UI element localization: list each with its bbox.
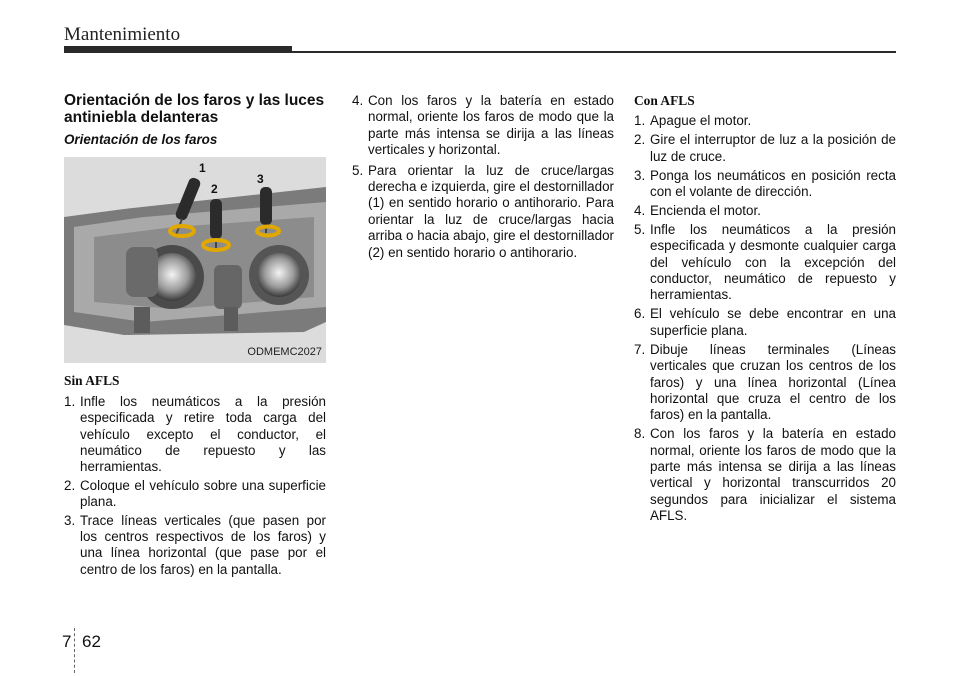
figure-label-1: 1 bbox=[199, 161, 206, 176]
figure-label-3: 3 bbox=[257, 172, 264, 187]
sin-afls-steps bbox=[64, 394, 326, 578]
headlamp-figure bbox=[64, 157, 326, 363]
con-afls-title: Con AFLS bbox=[634, 93, 695, 108]
list-item: 7. Dibuje líneas terminales (Líneas verticales que cruzan los centros de los faros) y una línea horizontal (Línea horizontal que cruza el centro de los faros) en la pantalla. bbox=[634, 341, 896, 423]
list-item: 8. Con los faros y la batería en estado normal, oriente los faros de modo que la parte más intensa se dirija a las líneas vertical y horizontal transcurridos 20 segundos para inicializar el sistema AFLS. bbox=[634, 426, 896, 524]
figure-label-2: 2 bbox=[211, 182, 218, 197]
list-item: 4. Encienda el motor. bbox=[634, 202, 761, 218]
sin-afls-steps-continued bbox=[352, 93, 614, 261]
column-middle bbox=[352, 93, 614, 265]
list-item: 3. Ponga los neumáticos en posición recta con el volante de dirección. bbox=[634, 167, 896, 200]
list-item: 1. Infle los neumáticos a la presión especificada y retire toda carga del vehículo excepto el conductor, el neumático de repuesto y las herramientas. bbox=[64, 393, 326, 475]
page-number: 62 bbox=[82, 632, 101, 651]
list-item: 5. Para orientar la luz de cruce/largas derecha e izquierda, gire el destornillador (1) en sentido horario o antihorario. Para orientar la luz de cruce/largas hacia arriba o hacia abajo, gire el destornillador (2) en sentido horario o antihorario. bbox=[352, 162, 614, 260]
section-heading: Orientación de los faros y las luces antiniebla delanteras bbox=[64, 92, 325, 126]
headlamp-illustration bbox=[64, 157, 326, 363]
section-subheading: Orientación de los faros bbox=[64, 132, 218, 147]
column-right bbox=[634, 93, 896, 527]
section-number: 7 bbox=[62, 632, 72, 651]
figure-caption: ODMEMC2027 bbox=[247, 346, 322, 358]
page-number-divider bbox=[74, 628, 75, 673]
con-afls-steps bbox=[634, 113, 896, 524]
page-header-title: Mantenimiento bbox=[64, 24, 181, 45]
header-rule bbox=[292, 51, 896, 53]
list-item: 1. Apague el motor. bbox=[634, 113, 752, 129]
list-item: 2. Gire el interruptor de luz a la posición de luz de cruce. bbox=[634, 132, 896, 164]
header-bar bbox=[64, 46, 292, 53]
list-item: 2. Coloque el vehículo sobre una superficie plana. bbox=[64, 477, 326, 510]
list-item: 4. Con los faros y la batería en estado normal, oriente los faros de modo que la parte más intensa se dirija a las líneas verticales y horizontal. bbox=[352, 93, 614, 158]
list-item: 5. Infle los neumáticos a la presión especificada y desmonte cualquier carga del vehículo con la excepción del conductor, neumático de repuesto y herramientas. bbox=[634, 221, 896, 303]
list-item: 6. El vehículo se debe encontrar en una superficie plana. bbox=[634, 306, 896, 338]
sin-afls-title: Sin AFLS bbox=[64, 373, 120, 389]
list-item: 3. Trace líneas verticales (que pasen por los centros respectivos de los faros) y una línea horizontal (que pase por el centro de los faros) en la pantalla. bbox=[64, 512, 326, 577]
column-left bbox=[64, 92, 326, 580]
